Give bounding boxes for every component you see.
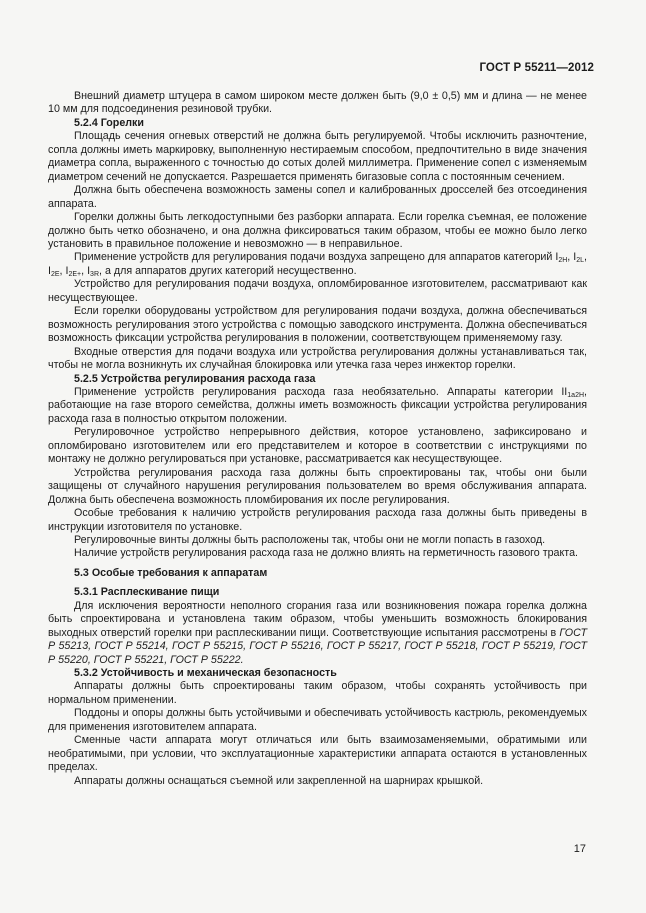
paragraph-standards-refs <box>48 600 587 667</box>
text: Для исключения вероятности неполного сгорания газа или возникновения пожара горелка должна быть спроектирована и установлена таким образом, чтобы уменьшить возможность блокирования выходных отверстий горелки при расплескивании пищи. Соответствующие испытания рассмотрены в <box>48 599 587 639</box>
paragraph: Устройство для регулирования подачи воздуха, опломбированное изготовителем, рассматривают как несуществующее. <box>48 278 587 304</box>
section-heading-5-2-5: 5.2.5 Устройства регулирования расхода газа <box>74 372 316 385</box>
subscript: 2E+ <box>68 270 82 278</box>
paragraph: Регулировочное устройство непрерывного действия, которое установлено, зафиксировано и опломбировано изготовителем или его представителем и которое в соответствии с инструкциями по монтажу не должно регулироваться при установке, рассматривается как несуществующее. <box>48 426 587 466</box>
document-header: ГОСТ Р 55211—2012 <box>479 62 594 74</box>
document-body <box>48 90 587 788</box>
paragraph: Должна быть обеспечена возможность замены сопел и калиброванных дросселей без отсоединения аппарата. <box>48 184 587 210</box>
text: , работающие на газе второго семейства, должны иметь возможность фиксации устройства регулирования расхода газа в полностью открытом положении. <box>48 385 587 425</box>
paragraph: Поддоны и опоры должны быть устойчивыми и обеспечивать устойчивость кастрюль, рекомендуемых для применения изготовителем аппарата. <box>48 707 587 733</box>
section-heading-5-3-1: 5.3.1 Расплескивание пищи <box>74 586 220 599</box>
paragraph: Сменные части аппарата могут отличаться или быть взаимозаменяемыми, обратимыми или необратимыми, при условии, что эксплуатационные характеристики аппарата остаются в установленных пределах. <box>48 734 587 774</box>
text: Применение устройств для регулирования подачи воздуха запрещено для аппаратов категорий I <box>74 251 559 264</box>
standards-list: ГОСТ Р 55213, ГОСТ Р 55214, ГОСТ Р 55215, ГОСТ Р 55216, ГОСТ Р 55217, ГОСТ Р 55218, ГОСТ Р 55219, ГОСТ Р 55220, ГОСТ Р 55221, ГОСТ Р 55222. <box>48 626 587 666</box>
subscript: 2L <box>576 257 584 265</box>
subscript: 2H <box>558 257 568 265</box>
subscript: 3R <box>90 270 99 278</box>
section-heading-5-2-4: 5.2.4 Горелки <box>74 116 144 129</box>
paragraph: Устройства регулирования расхода газа должны быть спроектированы так, чтобы они были защищены от случайного нарушения регулирования пользователем во время обслуживания аппарата. Должна быть обеспечена возможность пломбирования их после регулирования. <box>48 466 587 506</box>
paragraph: Регулировочные винты должны быть расположены так, чтобы они не могли попасть в газоход. <box>74 533 546 546</box>
subscript: 2E <box>50 270 60 278</box>
paragraph: Аппараты должны оснащаться съемной или закрепленной на шарнирах крышкой. <box>74 774 484 787</box>
text: Применение устройств регулирования расхода газа необязательно. Аппараты категории II <box>74 385 568 398</box>
subscript: 1a2H <box>567 391 585 399</box>
paragraph-categories: Применение устройств для регулирования подачи воздуха запрещено для аппаратов категорий $I_{2H}$, $I_{2L}$, $I_{2E}$, $I_{2E+}$, $I_{3R}$, а для аппаратов других категорий несущественно. <box>48 251 587 278</box>
paragraph: Особые требования к наличию устройств регулирования расхода газа должны быть приведены в инструкции изготовителя по установке. <box>48 507 587 533</box>
paragraph: Площадь сечения огневых отверстий не должна быть регулируемой. Чтобы исключить разночтение, сопла должны иметь маркировку, выполненную нестираемым способом, предпочтительно в виде значения диаметра сопла, выраженного с точностью до сотых долей миллиметра. Применение сопел с изменяемым диаметром сечений не допускается. Разрешается применять бигазовые сопла с постоянным сечением. <box>48 130 587 183</box>
paragraph: Если горелки оборудованы устройством для регулирования подачи воздуха, должна обеспечиваться возможность регулирования этого устройства с помощью заводского инструмента. Должна обеспечиваться возможность фиксации устройства регулирования в положении, соответствующем применяемому газу. <box>48 305 587 345</box>
text: , а для аппаратов других категорий несущественно. <box>99 264 357 277</box>
paragraph: Аппараты должны быть спроектированы таким образом, чтобы сохранять устойчивость при нормальном применении. <box>48 680 587 706</box>
paragraph-category-II <box>48 386 587 426</box>
page-number: 17 <box>573 843 586 855</box>
paragraph: Наличие устройств регулирования расхода газа не должно влиять на герметичность газового тракта. <box>74 547 578 560</box>
section-heading-5-3-2: 5.3.2 Устойчивость и механическая безопасность <box>74 667 337 680</box>
paragraph: Входные отверстия для подачи воздуха или устройства регулирования должны устанавливаться так, чтобы не могла возникнуть их случайная блокировка или утечка газа через инжектор горелки. <box>48 345 587 372</box>
paragraph: Горелки должны быть легкодоступными без разборки аппарата. Если горелка съемная, ее положение должно быть четко обозначено, и она должна фиксироваться таким образом, чтобы ее можно было легко установить в правильное положение и невозможно — в неправильное. <box>48 211 587 250</box>
section-heading-5-3: 5.3 Особые требования к аппаратам <box>74 566 268 579</box>
paragraph: Внешний диаметр штуцера в самом широком месте должен быть (9,0 ± 0,5) мм и длина — не менее 10 мм для подсоединения резиновой трубки. <box>48 90 587 116</box>
